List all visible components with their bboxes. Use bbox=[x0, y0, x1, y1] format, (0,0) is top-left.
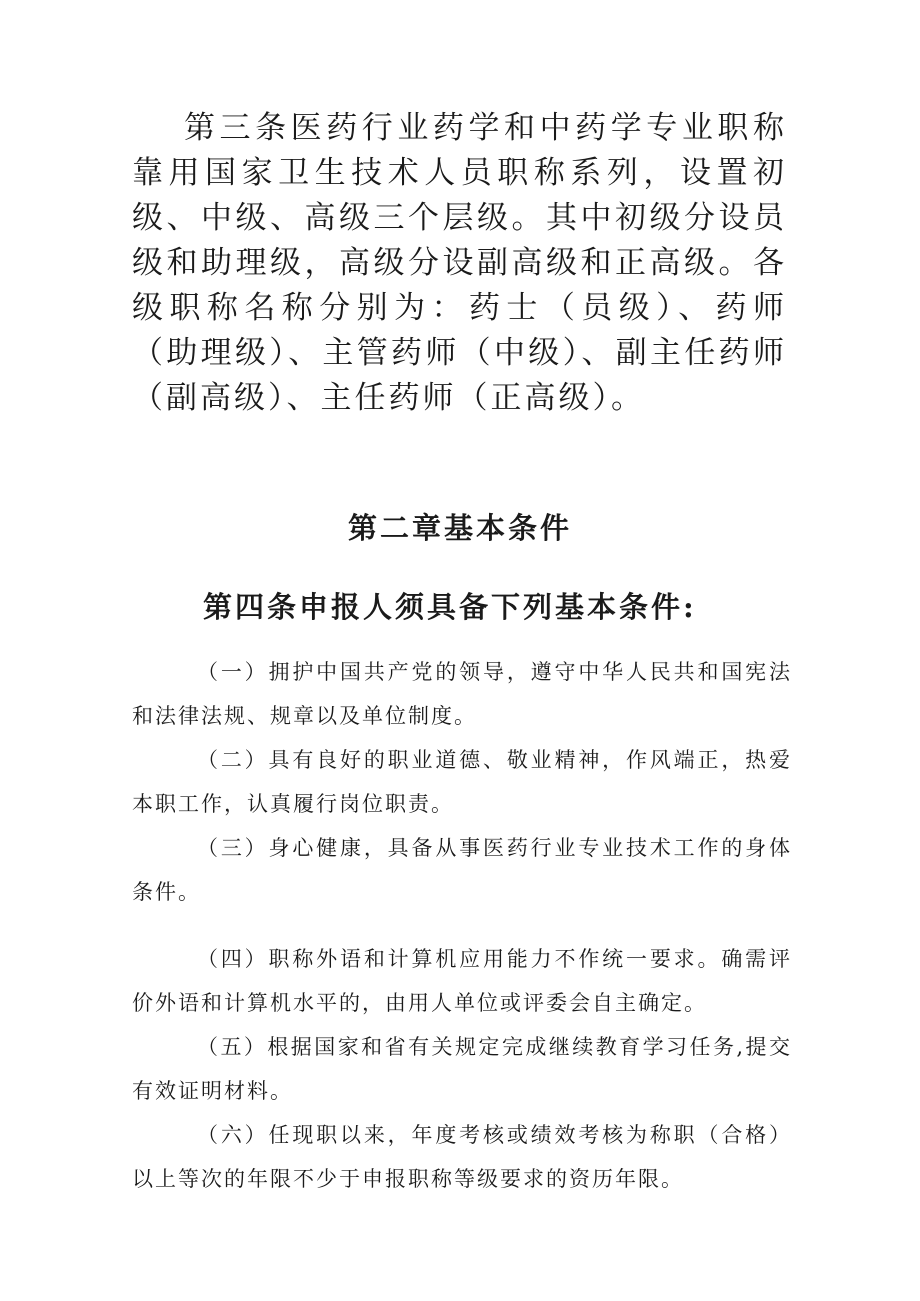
condition-item-6: （六）任现职以来，年度考核或绩效考核为称职（合格）以上等次的年限不少于申报职称等级要求的资历年限。 bbox=[132, 1123, 792, 1191]
chapter-title: 第二章基本条件 bbox=[347, 511, 572, 545]
condition-item-1: （一）拥护中国共产党的领导，遵守中华人民共和国宪法和法律法规、规章以及单位制度。 bbox=[132, 660, 792, 728]
article-4-heading: 第四条申报人须具备下列基本条件: bbox=[203, 590, 697, 624]
condition-item-2: （二）具有良好的职业道德、敬业精神，作风端正，热爱本职工作，认真履行岗位职责。 bbox=[132, 748, 792, 816]
condition-item-3: （三）身心健康，具备从事医药行业专业技术工作的身体条件。 bbox=[132, 836, 792, 904]
article-3-paragraph: 第三条医药行业药学和中药学专业职称靠用国家卫生技术人员职称系列，设置初级、中级、高级三个层级。其中初级分设员级和助理级，高级分设副高级和正高级。各级职称名称分别为：药士（员级）、药师（助理级）、主管药师（中级）、副主任药师（副高级）、主任药师（正高级）。 bbox=[132, 110, 787, 416]
condition-item-4: （四）职称外语和计算机应用能力不作统一要求。确需评价外语和计算机水平的，由用人单位或评委会自主确定。 bbox=[132, 947, 792, 1015]
conditions-list-part-1 bbox=[132, 650, 792, 914]
condition-item-5: （五）根据国家和省有关规定完成继续教育学习任务,提交有效证明材料。 bbox=[132, 1035, 792, 1103]
conditions-list-part-2 bbox=[132, 937, 792, 1201]
